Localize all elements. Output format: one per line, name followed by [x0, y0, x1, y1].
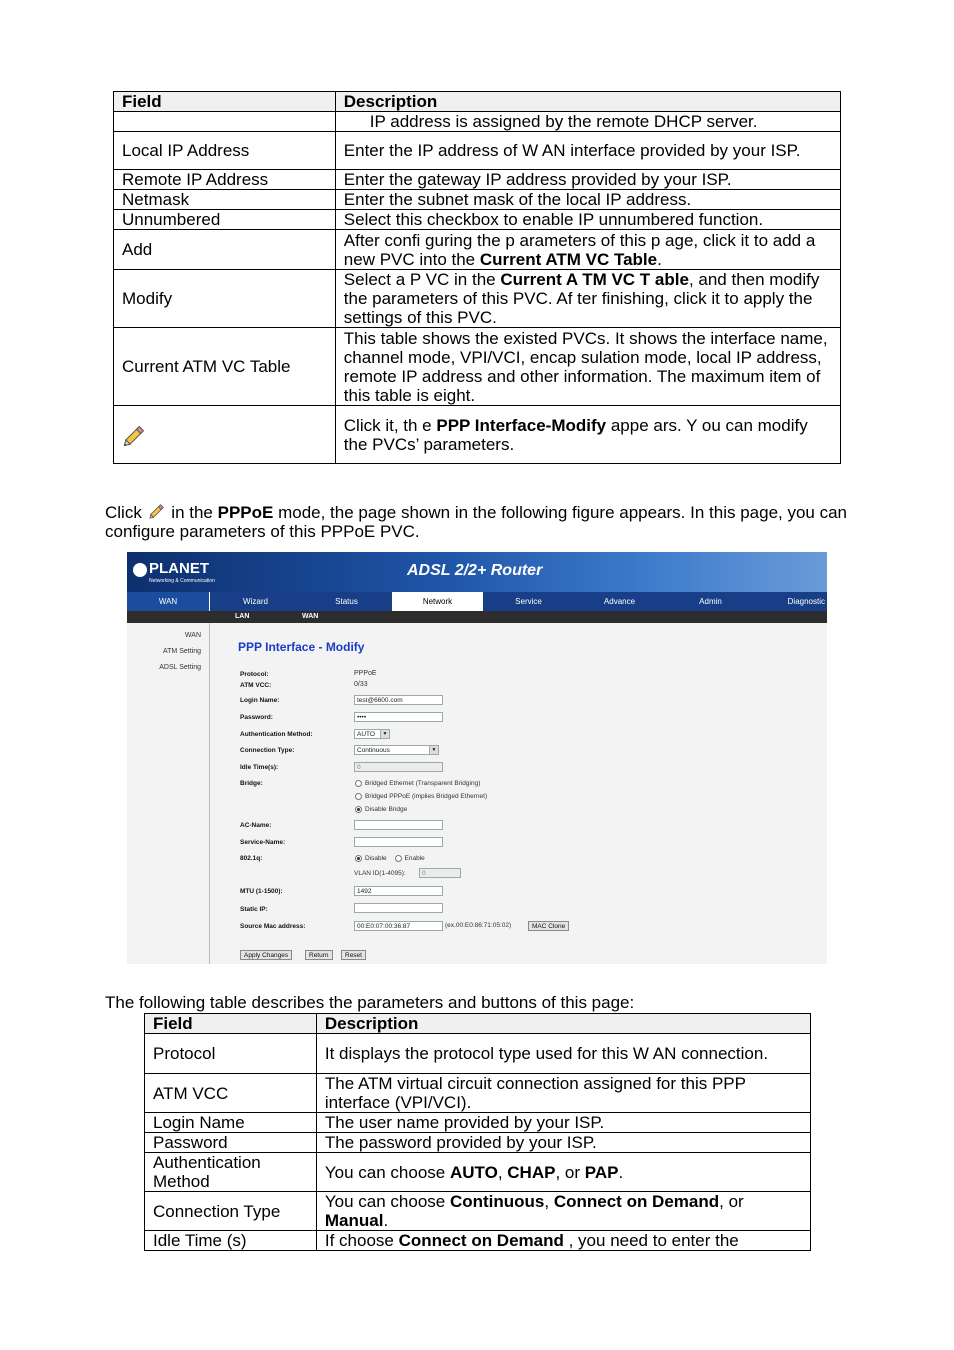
source-mac-input[interactable]: 00:E0:07:00:36:87	[354, 921, 443, 931]
bridge-label: Bridge:	[240, 780, 263, 787]
pencil-icon	[122, 422, 148, 448]
description-text: , and then modify the parameters of this PVC. Af ter finishing, click it to apply the settings of this PVC.	[343, 270, 820, 327]
description-cell: The user name provided by your ISP.	[316, 1113, 810, 1133]
field-cell: Connection Type	[145, 1192, 317, 1231]
description-bold: PAP	[584, 1162, 619, 1182]
description-text: After confi guring the p arameters of this p age, click it to add a new PVC into the	[343, 230, 816, 269]
login-name-label: Login Name:	[240, 697, 280, 704]
nav-network[interactable]: Network	[392, 592, 483, 611]
mtu-input[interactable]: 1492	[354, 886, 443, 896]
router-screenshot	[127, 552, 827, 964]
field-cell	[114, 406, 336, 464]
table-row	[145, 1153, 811, 1192]
idle-time-label: Idle Time(s):	[240, 764, 279, 771]
table-row	[145, 1231, 811, 1251]
description-text: , or	[555, 1162, 585, 1182]
description-text: ,	[544, 1192, 554, 1211]
description-text: Click it, th e	[343, 415, 437, 435]
password-label: Password:	[240, 714, 273, 721]
radio-button[interactable]	[395, 855, 402, 862]
atm-vcc-label: ATM VCC:	[240, 682, 272, 689]
atm-vcc-value: 0/33	[354, 681, 368, 688]
intro-text: mode, the page shown in the following figure appears. In this page, you can configure parameters of this PPPoE PVC.	[105, 503, 848, 541]
table-row	[145, 1113, 811, 1133]
field-cell: Password	[145, 1133, 317, 1153]
description-cell	[316, 1153, 810, 1192]
field-description-table-2	[144, 1013, 811, 1251]
description-text: appe ars. Y ou can modify the PVCs’ parameters.	[343, 415, 808, 454]
description-cell	[335, 406, 840, 464]
protocol-value: PPPoE	[354, 670, 377, 677]
field-cell: Modify	[114, 270, 336, 328]
description-text: , you need to enter the	[563, 1231, 739, 1250]
radio-button-selected[interactable]	[355, 855, 362, 862]
description-text: .	[657, 249, 662, 269]
description-cell: Select this checkbox to enable IP unnumbered function.	[335, 210, 840, 230]
table-row	[145, 1192, 811, 1231]
vlan-id-input[interactable]: 0	[419, 868, 461, 878]
intro-paragraph	[105, 503, 875, 541]
field-cell: Authentication Method	[145, 1153, 317, 1192]
header-field: Field	[145, 1014, 317, 1034]
description-cell: The password provided by your ISP.	[316, 1133, 810, 1153]
nav-service[interactable]: Service	[515, 597, 542, 606]
connection-type-label: Connection Type:	[240, 747, 295, 754]
description-bold: Current A TM VC T able	[500, 270, 689, 289]
field-cell: ATM VCC	[145, 1074, 317, 1113]
bridge-option-ethernet[interactable]	[355, 780, 480, 787]
nav-advance[interactable]: Advance	[603, 597, 636, 606]
description-cell	[335, 112, 840, 132]
apply-changes-button[interactable]: Apply Changes	[240, 950, 292, 960]
chevron-down-icon: ▼	[429, 746, 438, 754]
return-button[interactable]: Return	[305, 950, 333, 960]
description-cell: This table shows the existed PVCs. It shows the interface name, channel mode, VPI/VCI, encap sulation mode, local IP address, remote IP address and other information. The maximum item of this table is eight.	[335, 328, 840, 406]
description-text: , or	[719, 1192, 744, 1211]
protocol-label: Protocol:	[240, 671, 269, 678]
table-row	[114, 170, 841, 190]
dot1q-options	[355, 855, 425, 862]
intro-text: Click	[105, 503, 147, 522]
source-mac-label: Source Mac address:	[240, 923, 306, 930]
table-intro: The following table describes the parameters and buttons of this page:	[105, 993, 635, 1012]
table-row	[145, 1074, 811, 1113]
description-text: You can choose	[324, 1162, 450, 1182]
static-ip-label: Static IP:	[240, 906, 268, 913]
description-bold: Connect on Demand	[553, 1192, 720, 1211]
description-text: Select a P VC in the	[343, 270, 501, 289]
password-input[interactable]: ••••	[354, 712, 443, 722]
reset-button[interactable]: Reset	[341, 950, 366, 960]
subnav-lan[interactable]: LAN	[235, 613, 250, 620]
description-cell: The ATM virtual circuit connection assigned for this PPP interface (VPI/VCI).	[316, 1074, 810, 1113]
description-text: .	[618, 1162, 624, 1182]
dot1q-enable-label: Enable	[404, 855, 425, 863]
table-row	[114, 270, 841, 328]
bridge-option-disable[interactable]	[355, 806, 407, 813]
table-row	[114, 406, 841, 464]
service-name-label: Service-Name:	[240, 839, 286, 846]
description-text: If choose	[324, 1231, 399, 1250]
nav-admin[interactable]: Admin	[699, 597, 722, 606]
description-text: IP address is assigned by the remote DHCP server.	[369, 112, 758, 131]
radio-button[interactable]	[355, 780, 362, 787]
subnav-wan[interactable]: WAN	[302, 613, 319, 620]
dot1q-disable-label: Disable	[365, 855, 387, 863]
table-row	[114, 328, 841, 406]
description-bold: Manual	[324, 1211, 384, 1230]
description-text: ,	[497, 1162, 508, 1182]
description-cell	[335, 270, 840, 328]
description-bold: AUTO	[449, 1162, 498, 1182]
description-bold: Connect on Demand	[398, 1231, 564, 1250]
field-cell	[114, 112, 336, 132]
sub-nav	[127, 611, 827, 623]
connection-type-value: Continuous	[357, 747, 390, 754]
field-cell: Login Name	[145, 1113, 317, 1133]
description-cell: Enter the IP address of W AN interface provided by your ISP.	[335, 132, 840, 170]
bridge-option-label: Bridged PPPoE (implies Bridged Ethernet)	[365, 793, 488, 801]
service-name-input[interactable]	[354, 837, 443, 847]
nav-status[interactable]: Status	[335, 597, 358, 606]
bridge-option-pppoe[interactable]	[355, 793, 487, 800]
field-cell: Protocol	[145, 1034, 317, 1074]
bridge-option-label: Bridged Ethernet (Transparent Bridging)	[365, 780, 481, 788]
field-cell: Netmask	[114, 190, 336, 210]
field-cell: Remote IP Address	[114, 170, 336, 190]
mtu-label: MTU (1-1500):	[240, 888, 283, 895]
field-cell: Add	[114, 230, 336, 270]
static-ip-input[interactable]	[354, 903, 443, 913]
connection-type-select[interactable]	[354, 745, 439, 755]
table-row	[114, 112, 841, 132]
field-cell: Idle Time (s)	[145, 1231, 317, 1251]
router-banner	[127, 552, 827, 592]
table-row	[114, 210, 841, 230]
mac-example: (ex.00:E0:86:71:05:02)	[445, 922, 512, 929]
bridge-option-label: Disable Bridge	[365, 806, 408, 814]
page-title: PPP Interface - Modify	[238, 640, 365, 654]
chevron-down-icon: ▼	[380, 730, 389, 738]
login-name-input[interactable]: test@6600.com	[354, 695, 443, 705]
description-bold: CHAP	[507, 1162, 556, 1182]
auth-method-value: AUTO	[357, 731, 375, 738]
dot1q-label: 802.1q:	[240, 855, 263, 862]
main-nav	[127, 592, 827, 611]
table-row	[114, 132, 841, 170]
description-bold: Continuous	[449, 1192, 545, 1211]
sidebar-divider	[209, 623, 210, 964]
planet-logo-subtitle: Networking & Communication	[149, 578, 215, 584]
auth-method-select[interactable]	[354, 729, 390, 739]
table-row	[145, 1034, 811, 1074]
table-row	[114, 190, 841, 210]
description-text: You can choose	[324, 1192, 450, 1211]
table-header-row	[114, 92, 841, 112]
field-cell: Unnumbered	[114, 210, 336, 230]
ac-name-input[interactable]	[354, 820, 443, 830]
field-description-table-1	[113, 91, 841, 464]
sidebar-item-atm-setting[interactable]: ATM Setting	[163, 648, 201, 655]
sidebar-item-adsl-setting[interactable]: ADSL Setting	[159, 664, 201, 671]
description-cell	[316, 1192, 810, 1231]
description-cell	[316, 1231, 810, 1251]
header-description: Description	[335, 92, 840, 112]
mac-clone-button[interactable]: MAC Clone	[528, 921, 569, 931]
sidebar-item-wan[interactable]: WAN	[184, 632, 201, 639]
description-cell: Enter the subnet mask of the local IP address.	[335, 190, 840, 210]
description-cell: It displays the protocol type used for this W AN connection.	[316, 1034, 810, 1074]
radio-button[interactable]	[355, 793, 362, 800]
radio-button-selected[interactable]	[355, 806, 362, 813]
description-bold: Current ATM VC Table	[479, 249, 658, 269]
field-cell: Current ATM VC Table	[114, 328, 336, 406]
description-cell: Enter the gateway IP address provided by your ISP.	[335, 170, 840, 190]
planet-logo-icon	[133, 563, 147, 577]
idle-time-input[interactable]: 0	[354, 762, 443, 772]
nav-wan[interactable]: WAN	[127, 592, 210, 611]
vlan-id-label: VLAN ID(1-4095):	[354, 870, 406, 877]
intro-bold: PPPoE	[217, 503, 274, 522]
product-name: ADSL 2/2+ Router	[407, 562, 543, 579]
header-description: Description	[316, 1014, 810, 1034]
description-bold: PPP Interface-Modify	[436, 415, 607, 435]
intro-text: in the	[166, 503, 218, 522]
ac-name-label: AC-Name:	[240, 822, 272, 829]
field-cell: Local IP Address	[114, 132, 336, 170]
nav-wizard[interactable]: Wizard	[243, 597, 268, 606]
pencil-icon	[147, 501, 167, 521]
description-cell	[335, 230, 840, 270]
table-row	[145, 1133, 811, 1153]
auth-method-label: Authentication Method:	[240, 731, 313, 738]
description-text: .	[383, 1211, 389, 1230]
nav-diagnostic[interactable]: Diagnostic	[787, 597, 825, 606]
table-header-row	[145, 1014, 811, 1034]
planet-logo: PLANET	[149, 560, 209, 577]
table-row	[114, 230, 841, 270]
header-field: Field	[114, 92, 336, 112]
